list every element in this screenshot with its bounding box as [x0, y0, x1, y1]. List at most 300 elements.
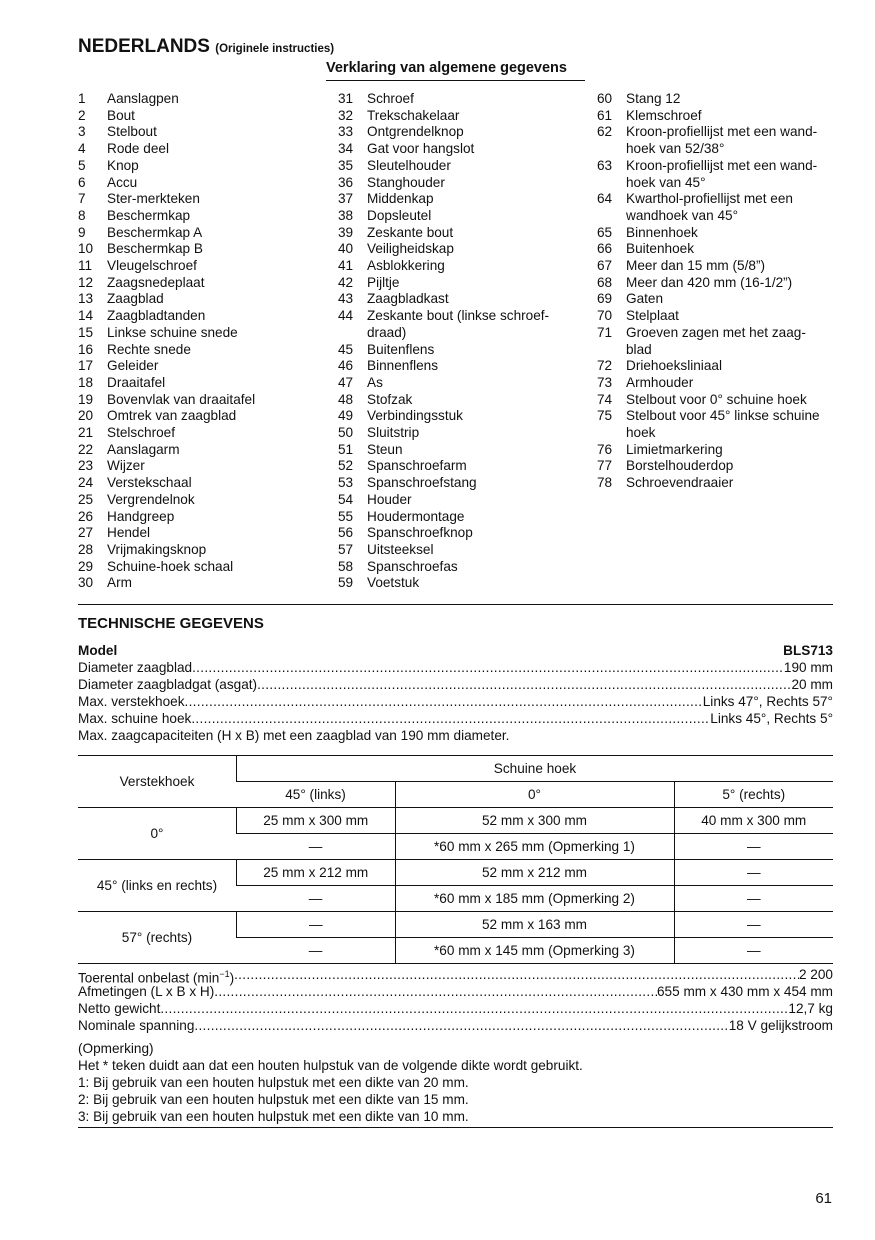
part-number: 49 — [338, 408, 354, 424]
part-name: Ster-merkteken — [107, 191, 200, 207]
part-name: Trekschakelaar — [367, 107, 460, 123]
part-name: Schroef — [367, 91, 414, 106]
part-number: 60 — [597, 91, 613, 106]
part-name: As — [367, 374, 383, 390]
part-number: 15 — [78, 324, 94, 340]
list-item — [338, 408, 549, 425]
part-number: 28 — [78, 541, 94, 557]
part-number: 65 — [597, 224, 613, 240]
divider — [78, 1127, 833, 1128]
note-line: (Opmerking) — [78, 1041, 154, 1056]
list-item — [78, 208, 255, 225]
part-number: 73 — [597, 374, 613, 390]
note-line: 1: Bij gebruik van een houten hulpstuk met een dikte van 20 mm. — [78, 1075, 469, 1090]
language-title: NEDERLANDS — [78, 36, 210, 57]
list-item — [338, 124, 549, 141]
part-name: Beschermkap — [107, 207, 191, 223]
spec-row — [78, 983, 833, 1000]
capacity-cell: — — [674, 912, 833, 938]
part-name: Beschermkap A — [107, 224, 203, 240]
spec-label: Max. verstekhoek — [78, 694, 185, 709]
list-item — [338, 108, 549, 125]
list-item — [78, 542, 255, 559]
part-name: Zeskante bout (linkse schroef- draad) — [367, 308, 550, 340]
part-number: 66 — [597, 241, 613, 257]
part-name: Stelplaat — [626, 308, 679, 324]
dot-leader — [257, 676, 791, 693]
part-number: 2 — [78, 107, 86, 123]
list-item — [78, 291, 255, 308]
model-row — [78, 642, 833, 659]
part-number: 7 — [78, 191, 86, 207]
list-item — [78, 275, 255, 292]
part-number: 67 — [597, 258, 613, 274]
list-item — [597, 475, 820, 492]
rpm-close: ) — [229, 970, 235, 986]
part-number: 50 — [338, 425, 354, 441]
part-number: 72 — [597, 358, 613, 374]
list-item — [597, 91, 820, 108]
part-name: Armhouder — [626, 374, 694, 390]
part-name: Vergrendelnok — [107, 491, 195, 507]
part-name: Omtrek van zaagblad — [107, 408, 237, 424]
spec-value: 18 V gelijkstroom — [728, 1018, 833, 1033]
list-item — [597, 291, 820, 308]
part-name: Voetstuk — [367, 575, 420, 591]
list-item — [338, 308, 549, 341]
part-name: Bovenvlak van draaitafel — [107, 391, 256, 407]
part-number: 19 — [78, 391, 94, 407]
model-value: BLS713 — [783, 643, 833, 658]
part-name: Limietmarkering — [626, 441, 723, 457]
part-name: Klemschroef — [626, 107, 702, 123]
list-item — [78, 225, 255, 242]
spec-row — [78, 676, 833, 693]
part-number: 8 — [78, 207, 86, 223]
part-number: 40 — [338, 241, 354, 257]
list-item — [78, 408, 255, 425]
part-number: 47 — [338, 374, 354, 390]
list-item — [597, 325, 820, 358]
miter-angle-cell: 45° (links en rechts) — [78, 860, 237, 912]
part-name: Buitenhoek — [626, 241, 695, 257]
part-name: Linkse schuine snede — [107, 324, 238, 340]
part-number: 75 — [597, 408, 613, 424]
part-name: Veiligheidskap — [367, 241, 454, 257]
list-item — [78, 392, 255, 409]
part-number: 74 — [597, 391, 613, 407]
list-item — [338, 559, 549, 576]
list-item — [338, 442, 549, 459]
part-number: 61 — [597, 107, 613, 123]
part-number: 16 — [78, 341, 94, 357]
part-number: 43 — [338, 291, 354, 307]
spec-value: 655 mm x 430 mm x 454 mm — [656, 984, 833, 999]
part-name: Steun — [367, 441, 403, 457]
part-number: 59 — [338, 575, 354, 591]
part-number: 35 — [338, 157, 354, 173]
list-item — [597, 375, 820, 392]
section-heading: Verklaring van algemene gegevens — [326, 60, 585, 81]
list-item — [338, 392, 549, 409]
list-item — [78, 525, 255, 542]
miter-angle-cell: 0° — [78, 808, 237, 860]
part-name: Houdermontage — [367, 508, 465, 524]
list-item — [597, 358, 820, 375]
list-item — [338, 525, 549, 542]
part-name: Zaagsnedeplaat — [107, 274, 205, 290]
capacity-cell: — — [674, 834, 833, 860]
list-item — [338, 258, 549, 275]
parts-column-2 — [338, 91, 549, 592]
part-number: 22 — [78, 441, 94, 457]
list-item — [597, 225, 820, 242]
list-item — [338, 492, 549, 509]
list-item — [78, 492, 255, 509]
list-item — [78, 141, 255, 158]
part-name: Stang 12 — [626, 91, 681, 106]
list-item — [78, 241, 255, 258]
part-name: Stelbout voor 45° linkse schuine hoek — [626, 408, 820, 441]
part-name: Zaagblad — [107, 291, 164, 307]
page-title — [78, 36, 334, 58]
part-name: Borstelhouderdop — [626, 458, 734, 474]
table-row — [78, 912, 833, 938]
part-name: Vleugelschroef — [107, 258, 197, 274]
part-name: Zeskante bout — [367, 224, 454, 240]
part-number: 13 — [78, 291, 94, 307]
list-item — [338, 291, 549, 308]
part-name: Spanschroefarm — [367, 458, 467, 474]
spec-value: 20 mm — [791, 677, 833, 692]
title-subtitle: (Originele instructies) — [215, 43, 335, 55]
list-item — [338, 342, 549, 359]
list-item — [338, 158, 549, 175]
part-number: 34 — [338, 141, 354, 157]
part-number: 53 — [338, 475, 354, 491]
part-name: Spanschroefstang — [367, 475, 477, 491]
parts-column-3 — [597, 91, 820, 492]
part-name: Stofzak — [367, 391, 413, 407]
list-item — [338, 475, 549, 492]
part-name: Meer dan 420 mm (16-1/2”) — [626, 274, 793, 290]
part-name: Stanghouder — [367, 174, 445, 190]
capacity-cell: *60 mm x 145 mm (Opmerking 3) — [395, 938, 674, 964]
list-item — [338, 358, 549, 375]
list-item — [597, 392, 820, 409]
part-name: Draaitafel — [107, 374, 166, 390]
list-item — [78, 475, 255, 492]
part-name: Sluitstrip — [367, 425, 420, 441]
part-number: 21 — [78, 425, 94, 441]
list-item — [597, 308, 820, 325]
part-number: 23 — [78, 458, 94, 474]
miter-angle-cell: 57° (rechts) — [78, 912, 237, 964]
page-number: 61 — [815, 1190, 832, 1207]
spec-value: 2 200 — [798, 967, 833, 982]
list-item — [78, 358, 255, 375]
capacity-caption: Max. zaagcapaciteiten (H x B) met een zaagblad van 190 mm diameter. — [78, 728, 510, 743]
spec-row — [78, 710, 833, 727]
part-number: 78 — [597, 475, 613, 491]
part-name: Binnenflens — [367, 358, 439, 374]
part-number: 10 — [78, 241, 94, 257]
part-name: Kroon-profiellijst met een wand- hoek van 52/38° — [626, 124, 818, 157]
list-item — [597, 258, 820, 275]
capacity-cell: — — [674, 886, 833, 912]
part-number: 32 — [338, 107, 354, 123]
capacity-cell: — — [674, 860, 833, 886]
list-item — [597, 275, 820, 292]
tech-heading: TECHNISCHE GEGEVENS — [78, 615, 264, 632]
table-row — [78, 808, 833, 834]
spec-row — [78, 1017, 833, 1034]
dot-leader — [191, 710, 710, 727]
capacity-cell: *60 mm x 185 mm (Opmerking 2) — [395, 886, 674, 912]
spec-label: Diameter zaagblad — [78, 660, 193, 675]
list-item — [597, 442, 820, 459]
list-item — [597, 108, 820, 125]
part-number: 30 — [78, 575, 94, 591]
dot-leader — [185, 693, 703, 710]
part-name: Rode deel — [107, 141, 169, 157]
part-number: 64 — [597, 191, 613, 207]
part-number: 12 — [78, 274, 94, 290]
list-item — [78, 375, 255, 392]
part-number: 51 — [338, 441, 354, 457]
part-name: Aanslagarm — [107, 441, 180, 457]
part-number: 76 — [597, 441, 613, 457]
part-name: Kroon-profiellijst met een wand- hoek van 45° — [626, 157, 818, 190]
part-number: 41 — [338, 258, 354, 274]
list-item — [338, 91, 549, 108]
note-line: Het * teken duidt aan dat een houten hulpstuk van de volgende dikte wordt gebruikt. — [78, 1058, 583, 1073]
capacity-cell: 25 mm x 212 mm — [237, 860, 396, 886]
part-name: Binnenhoek — [626, 224, 698, 240]
part-name: Gaten — [626, 291, 664, 307]
list-item — [338, 458, 549, 475]
list-item — [78, 442, 255, 459]
subheader: 5° (rechts) — [674, 782, 833, 808]
note-line: 3: Bij gebruik van een houten hulpstuk met een dikte van 10 mm. — [78, 1109, 469, 1124]
list-item — [78, 191, 255, 208]
capacity-cell: 40 mm x 300 mm — [674, 808, 833, 834]
part-number: 63 — [597, 157, 613, 173]
list-item — [78, 425, 255, 442]
list-item — [78, 308, 255, 325]
spec-value: 190 mm — [783, 660, 833, 675]
capacity-cell: 52 mm x 212 mm — [395, 860, 674, 886]
part-name: Ontgrendelknop — [367, 124, 464, 140]
list-item — [78, 124, 255, 141]
dot-leader — [160, 1000, 788, 1017]
spec-label: Afmetingen (L x B x H) — [78, 984, 215, 999]
list-item — [338, 141, 549, 158]
list-item — [338, 225, 549, 242]
model-label: Model — [78, 643, 118, 658]
part-name: Verstekschaal — [107, 475, 192, 491]
list-item — [597, 241, 820, 258]
part-number: 48 — [338, 391, 354, 407]
part-name: Geleider — [107, 358, 159, 374]
capacity-cell: — — [674, 938, 833, 964]
part-number: 27 — [78, 525, 94, 541]
part-number: 18 — [78, 374, 94, 390]
spec-label: Max. schuine hoek — [78, 711, 192, 726]
part-name: Stelbout — [107, 124, 157, 140]
part-number: 69 — [597, 291, 613, 307]
part-name: Kwarthol-profiellijst met een wandhoek van 45° — [626, 191, 793, 223]
part-name: Uitsteeksel — [367, 541, 434, 557]
list-item — [597, 408, 820, 441]
part-number: 29 — [78, 558, 94, 574]
part-name: Verbindingsstuk — [367, 408, 463, 424]
list-item — [78, 175, 255, 192]
dot-leader — [214, 983, 657, 1000]
part-name: Driehoeksliniaal — [626, 358, 722, 374]
part-name: Aanslagpen — [107, 91, 179, 106]
part-name: Rechte snede — [107, 341, 191, 357]
part-number: 3 — [78, 124, 86, 140]
part-name: Vrijmakingsknop — [107, 541, 207, 557]
spec-row — [78, 693, 833, 710]
specs-list — [78, 659, 833, 727]
capacity-table — [78, 755, 833, 964]
part-name: Handgreep — [107, 508, 175, 524]
part-number: 33 — [338, 124, 354, 140]
part-name: Zaagbladtanden — [107, 308, 206, 324]
part-number: 71 — [597, 324, 613, 340]
list-item — [338, 175, 549, 192]
list-item — [338, 542, 549, 559]
part-number: 77 — [597, 458, 613, 474]
list-item — [338, 509, 549, 526]
part-number: 46 — [338, 358, 354, 374]
spec-row — [78, 659, 833, 676]
part-name: Stelbout voor 0° schuine hoek — [626, 391, 807, 407]
part-number: 36 — [338, 174, 354, 190]
part-name: Hendel — [107, 525, 151, 541]
rpm-sup: −1 — [219, 969, 230, 979]
list-item — [78, 258, 255, 275]
part-name: Spanschroefas — [367, 558, 458, 574]
capacity-cell: — — [237, 938, 396, 964]
part-number: 5 — [78, 157, 86, 173]
spec-label: Nominale spanning — [78, 1018, 195, 1033]
part-number: 20 — [78, 408, 94, 424]
part-number: 52 — [338, 458, 354, 474]
list-item — [78, 559, 255, 576]
list-item — [78, 325, 255, 342]
part-number: 62 — [597, 124, 613, 140]
spec-value: Links 45°, Rechts 5° — [710, 711, 833, 726]
spec-label: Diameter zaagbladgat (asgat) — [78, 677, 258, 692]
rpm-label: Toerental onbelast (min — [78, 970, 220, 986]
part-number: 26 — [78, 508, 94, 524]
list-item — [338, 208, 549, 225]
list-item — [597, 191, 820, 224]
subheader: 45° (links) — [237, 782, 396, 808]
part-name: Pijltje — [367, 274, 400, 290]
part-name: Accu — [107, 174, 138, 190]
list-item — [597, 124, 820, 157]
capacity-cell: 25 mm x 300 mm — [237, 808, 396, 834]
part-number: 54 — [338, 491, 354, 507]
header-verstekhoek: Verstekhoek — [78, 756, 237, 808]
part-number: 70 — [597, 308, 613, 324]
part-name: Houder — [367, 491, 412, 507]
list-item — [597, 458, 820, 475]
parts-column-1 — [78, 91, 255, 592]
note-line: 2: Bij gebruik van een houten hulpstuk met een dikte van 15 mm. — [78, 1092, 469, 1107]
part-name: Schuine-hoek schaal — [107, 558, 234, 574]
part-name: Groeven zagen met het zaag- blad — [626, 324, 806, 357]
part-name: Zaagbladkast — [367, 291, 449, 307]
list-item — [78, 158, 255, 175]
part-number: 25 — [78, 491, 94, 507]
part-name: Stelschroef — [107, 425, 176, 441]
part-name: Gat voor hangslot — [367, 141, 475, 157]
list-item — [78, 509, 255, 526]
capacity-cell: 52 mm x 163 mm — [395, 912, 674, 938]
list-item — [597, 158, 820, 191]
part-number: 58 — [338, 558, 354, 574]
spec-value: Links 47°, Rechts 57° — [702, 694, 833, 709]
list-item — [78, 575, 255, 592]
part-name: Dopsleutel — [367, 207, 432, 223]
part-name: Middenkap — [367, 191, 434, 207]
divider — [78, 604, 833, 605]
list-item — [78, 342, 255, 359]
part-name: Meer dan 15 mm (5/8”) — [626, 258, 766, 274]
notes — [78, 1040, 583, 1125]
list-item — [78, 458, 255, 475]
part-name: Buitenflens — [367, 341, 435, 357]
part-name: Schroevendraaier — [626, 475, 734, 491]
spec-value: 12,7 kg — [788, 1001, 833, 1016]
specs-list-2 — [78, 983, 833, 1034]
list-item — [338, 425, 549, 442]
part-number: 17 — [78, 358, 94, 374]
part-number: 45 — [338, 341, 354, 357]
part-name: Sleutelhouder — [367, 157, 451, 173]
capacity-cell: — — [237, 886, 396, 912]
part-number: 9 — [78, 224, 86, 240]
list-item — [78, 91, 255, 108]
header-schuine-hoek: Schuine hoek — [237, 756, 834, 782]
part-name: Asblokkering — [367, 258, 445, 274]
capacity-cell: *60 mm x 265 mm (Opmerking 1) — [395, 834, 674, 860]
part-name: Knop — [107, 157, 139, 173]
capacity-cell: 52 mm x 300 mm — [395, 808, 674, 834]
list-item — [338, 575, 549, 592]
list-item — [338, 241, 549, 258]
dot-leader — [192, 659, 784, 676]
part-number: 39 — [338, 224, 354, 240]
subheader: 0° — [395, 782, 674, 808]
dot-leader — [194, 1017, 728, 1034]
list-item — [338, 275, 549, 292]
part-number: 56 — [338, 525, 354, 541]
part-name: Spanschroefknop — [367, 525, 473, 541]
part-number: 6 — [78, 174, 86, 190]
part-name: Beschermkap B — [107, 241, 203, 257]
table-row — [78, 860, 833, 886]
part-number: 24 — [78, 475, 94, 491]
part-number: 37 — [338, 191, 354, 207]
part-number: 68 — [597, 274, 613, 290]
part-number: 4 — [78, 141, 86, 157]
